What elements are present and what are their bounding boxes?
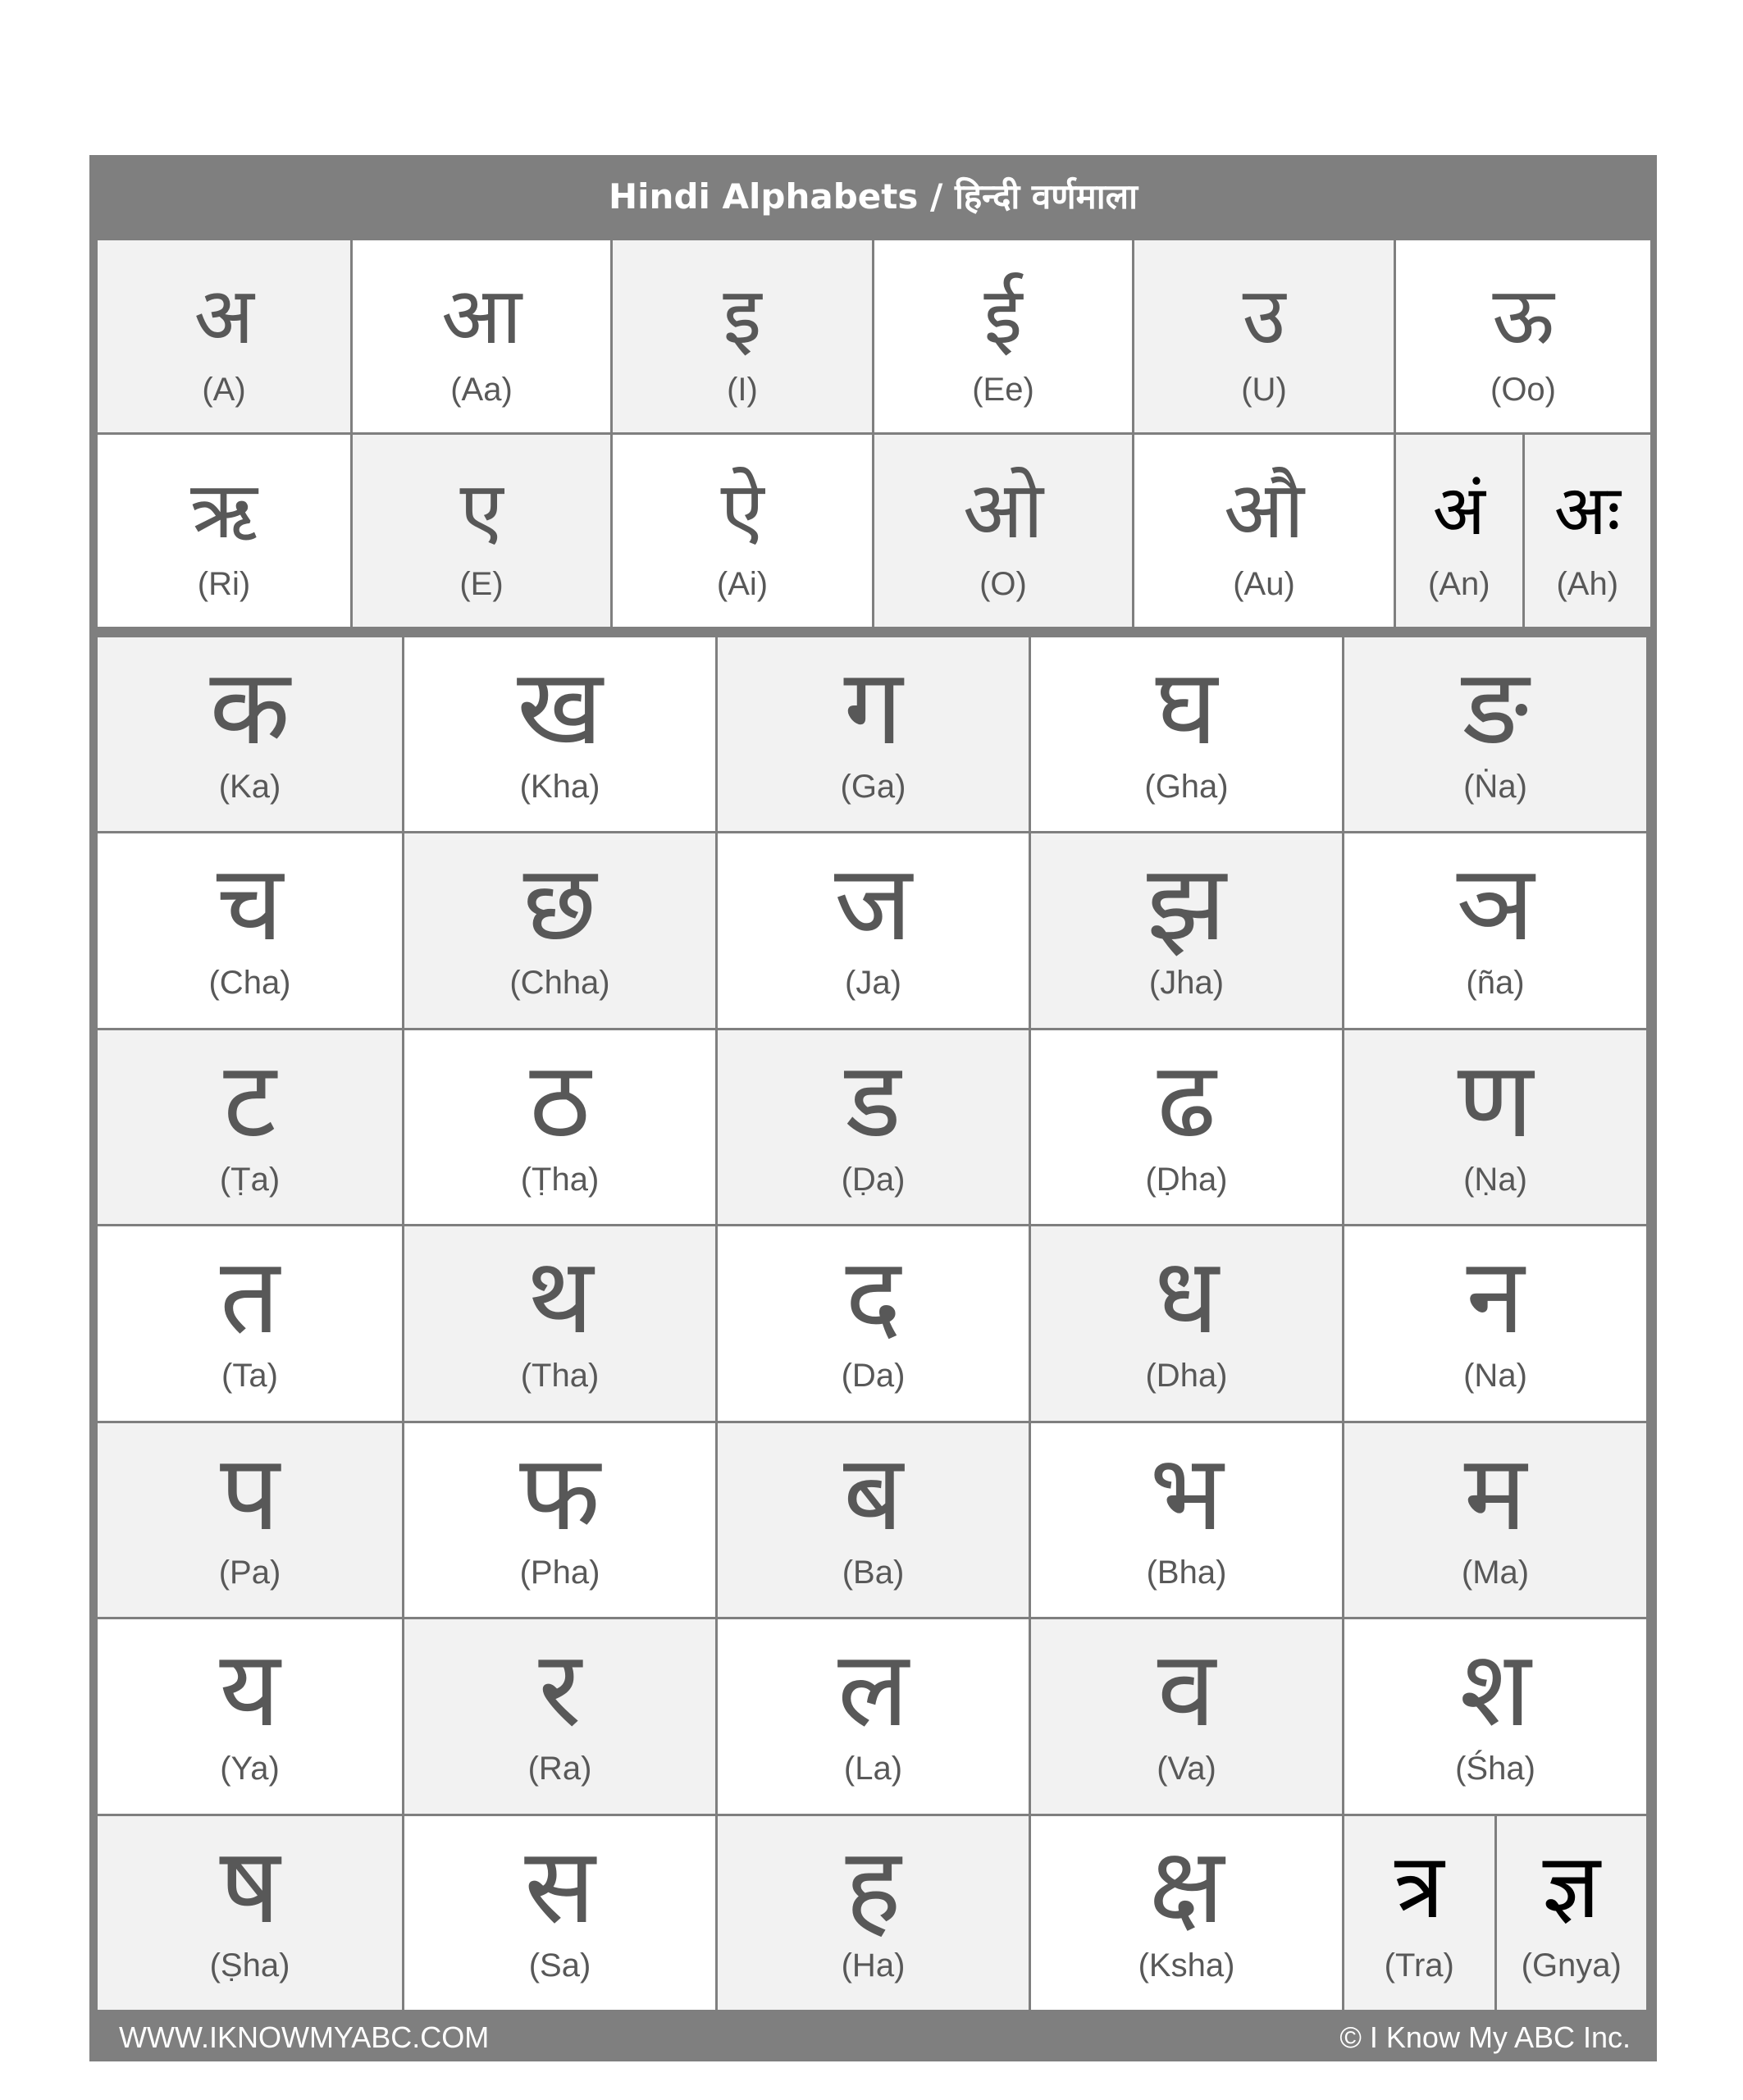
transliteration: (ña) — [1466, 965, 1525, 1002]
letter-cell — [718, 1423, 1029, 1617]
devanagari-letter: इ — [723, 270, 762, 362]
letter-cell — [98, 435, 350, 627]
letter-cell — [718, 1226, 1029, 1420]
devanagari-letter: ऐ — [720, 464, 764, 556]
letter-cell — [1396, 240, 1650, 432]
letter-cell — [404, 1030, 715, 1224]
devanagari-letter: ष — [219, 1824, 281, 1947]
devanagari-letter: भ — [1149, 1431, 1224, 1554]
transliteration: (Au) — [1233, 566, 1295, 602]
transliteration: (Ṇa) — [1463, 1161, 1527, 1198]
transliteration: (I) — [727, 372, 758, 408]
transliteration: (Ha) — [841, 1947, 906, 1984]
transliteration: (Oo) — [1490, 372, 1556, 408]
transliteration: (Gha) — [1144, 769, 1229, 805]
devanagari-letter: श — [1459, 1628, 1531, 1751]
devanagari-letter: ई — [983, 270, 1023, 362]
devanagari-letter: घ — [1155, 646, 1218, 769]
devanagari-letter: ख — [517, 646, 603, 769]
letter-cell — [1031, 1816, 1342, 2010]
chart-footer — [89, 2012, 1657, 2061]
transliteration: (Ya) — [220, 1751, 280, 1787]
devanagari-letter: ओ — [962, 464, 1044, 556]
devanagari-letter: ड — [845, 1039, 901, 1162]
transliteration: (Śha) — [1455, 1751, 1535, 1787]
letter-cell — [1344, 1619, 1646, 1813]
letter-cell — [1344, 833, 1646, 1027]
devanagari-letter: प — [220, 1431, 280, 1554]
transliteration: (Ḍa) — [841, 1161, 906, 1198]
transliteration: (Na) — [1463, 1358, 1527, 1395]
devanagari-letter: ग — [843, 646, 903, 769]
letter-cell — [404, 1619, 715, 1813]
copyright-notice: © I Know My ABC Inc. — [1339, 2020, 1631, 2054]
devanagari-letter: ढ — [1157, 1039, 1216, 1162]
transliteration: (Ah) — [1556, 566, 1619, 602]
devanagari-letter: ज्ञ — [1542, 1833, 1600, 1938]
devanagari-letter: क्ष — [1148, 1824, 1225, 1947]
devanagari-letter: र — [538, 1628, 582, 1751]
letter-cell — [404, 1423, 715, 1617]
devanagari-letter: थ — [526, 1235, 594, 1358]
alphabet-chart — [89, 155, 1657, 2061]
letter-cell — [1031, 1619, 1342, 1813]
devanagari-letter: न — [1466, 1235, 1525, 1358]
transliteration: (Ai) — [716, 566, 769, 602]
letter-cell — [404, 1226, 715, 1420]
website-link[interactable]: WWW.IKNOWMYABC.COM — [119, 2020, 490, 2054]
devanagari-letter: त — [220, 1235, 280, 1358]
letter-cell — [1525, 435, 1651, 627]
consonants-grid — [98, 637, 1649, 2010]
transliteration: (Cha) — [208, 965, 291, 1002]
transliteration: (An) — [1427, 566, 1490, 602]
split-letter-cell — [1396, 435, 1650, 627]
letter-cell — [1031, 1030, 1342, 1224]
transliteration: (Pa) — [218, 1554, 281, 1591]
transliteration: (Ba) — [842, 1554, 905, 1591]
letter-cell — [1344, 1423, 1646, 1617]
transliteration: (Kha) — [519, 769, 600, 805]
transliteration: (La) — [843, 1751, 903, 1787]
letter-cell — [98, 240, 350, 432]
letter-cell — [1344, 1030, 1646, 1224]
letter-cell — [718, 637, 1029, 831]
transliteration: (Ga) — [840, 769, 906, 805]
transliteration: (E) — [459, 566, 504, 602]
devanagari-letter: ञ — [1456, 842, 1535, 966]
devanagari-letter: ङ — [1462, 646, 1529, 769]
devanagari-letter: च — [216, 842, 284, 966]
devanagari-letter: ण — [1457, 1039, 1534, 1162]
transliteration: (Aa) — [450, 372, 513, 408]
transliteration: (Va) — [1157, 1751, 1216, 1787]
letter-cell — [1396, 435, 1522, 627]
letter-cell — [718, 1816, 1029, 2010]
letter-cell — [98, 1423, 402, 1617]
transliteration: (Jha) — [1148, 965, 1225, 1002]
devanagari-letter: आ — [440, 270, 522, 362]
transliteration: (Ksha) — [1138, 1947, 1235, 1984]
letter-cell — [98, 1619, 402, 1813]
letter-cell — [1031, 1423, 1342, 1617]
transliteration: (Ta) — [221, 1358, 278, 1395]
devanagari-letter: अं — [1432, 470, 1485, 550]
letter-cell — [1344, 637, 1646, 831]
transliteration: (U) — [1241, 372, 1287, 408]
transliteration: (Pha) — [519, 1554, 600, 1591]
letter-cell — [98, 1030, 402, 1224]
transliteration: (Dha) — [1145, 1358, 1228, 1395]
letter-cell — [1344, 1226, 1646, 1420]
transliteration: (Ṭa) — [219, 1161, 281, 1198]
letter-cell — [1134, 435, 1394, 627]
devanagari-letter: स — [524, 1824, 595, 1947]
devanagari-letter: त्र — [1394, 1833, 1444, 1938]
devanagari-letter: ह — [845, 1824, 901, 1947]
transliteration: (Ṭha) — [520, 1161, 600, 1198]
devanagari-letter: अः — [1554, 470, 1621, 550]
devanagari-letter: ज — [834, 842, 912, 966]
letter-cell — [1344, 1816, 1494, 2010]
devanagari-letter: द — [845, 1235, 901, 1358]
transliteration: (Tra) — [1384, 1947, 1454, 1984]
letter-cell — [1134, 240, 1394, 432]
transliteration: (Chha) — [509, 965, 610, 1002]
transliteration: (Ka) — [218, 769, 281, 805]
transliteration: (Tha) — [520, 1358, 600, 1395]
letter-cell — [98, 637, 402, 831]
transliteration: (Ma) — [1461, 1554, 1530, 1591]
letter-cell — [1497, 1816, 1647, 2010]
chart-title: Hindi Alphabets / हिन्दी वर्णमाला — [609, 176, 1138, 217]
devanagari-letter: य — [219, 1628, 281, 1751]
transliteration: (Ja) — [845, 965, 901, 1002]
letter-cell — [613, 435, 872, 627]
devanagari-letter: झ — [1147, 842, 1226, 966]
letter-cell — [404, 833, 715, 1027]
letter-cell — [98, 833, 402, 1027]
devanagari-letter: ऊ — [1492, 270, 1554, 362]
devanagari-letter: छ — [522, 842, 597, 966]
transliteration: (O) — [979, 566, 1027, 602]
devanagari-letter: ध — [1154, 1235, 1219, 1358]
transliteration: (A) — [202, 372, 246, 408]
devanagari-letter: ऋ — [190, 464, 258, 556]
letter-cell — [1031, 1226, 1342, 1420]
devanagari-letter: ठ — [529, 1039, 591, 1162]
devanagari-letter: औ — [1223, 464, 1305, 556]
letter-cell — [98, 1816, 402, 2010]
letter-cell — [353, 240, 610, 432]
letter-cell — [718, 1030, 1029, 1224]
transliteration: (Ri) — [197, 566, 251, 602]
letter-cell — [874, 240, 1132, 432]
devanagari-letter: ल — [837, 1628, 909, 1751]
transliteration: (Gnya) — [1521, 1947, 1622, 1984]
devanagari-letter: उ — [1242, 270, 1286, 362]
transliteration: (Ra) — [527, 1751, 592, 1787]
letter-cell — [1031, 637, 1342, 831]
devanagari-letter: व — [1157, 1628, 1216, 1751]
letter-cell — [613, 240, 872, 432]
letter-cell — [404, 637, 715, 831]
devanagari-letter: म — [1463, 1431, 1527, 1554]
letter-cell — [1031, 833, 1342, 1027]
letter-cell — [353, 435, 610, 627]
letter-cell — [874, 435, 1132, 627]
letter-cell — [718, 833, 1029, 1027]
vowels-grid — [98, 240, 1649, 627]
transliteration: (Ḍha) — [1145, 1161, 1228, 1198]
split-letter-cell — [1344, 1816, 1646, 2010]
transliteration: (Sa) — [528, 1947, 591, 1984]
devanagari-letter: क — [209, 646, 290, 769]
letter-cell — [98, 1226, 402, 1420]
letter-cell — [718, 1619, 1029, 1813]
transliteration: (Ṣha) — [209, 1947, 290, 1984]
transliteration: (Ṅa) — [1463, 769, 1527, 805]
devanagari-letter: अ — [194, 270, 254, 362]
letter-cell — [404, 1816, 715, 2010]
devanagari-letter: ट — [223, 1039, 276, 1162]
transliteration: (Da) — [841, 1358, 906, 1395]
devanagari-letter: ब — [842, 1431, 904, 1554]
devanagari-letter: फ — [519, 1431, 600, 1554]
transliteration: (Bha) — [1146, 1554, 1227, 1591]
transliteration: (Ee) — [972, 372, 1034, 408]
devanagari-letter: ए — [459, 464, 504, 556]
